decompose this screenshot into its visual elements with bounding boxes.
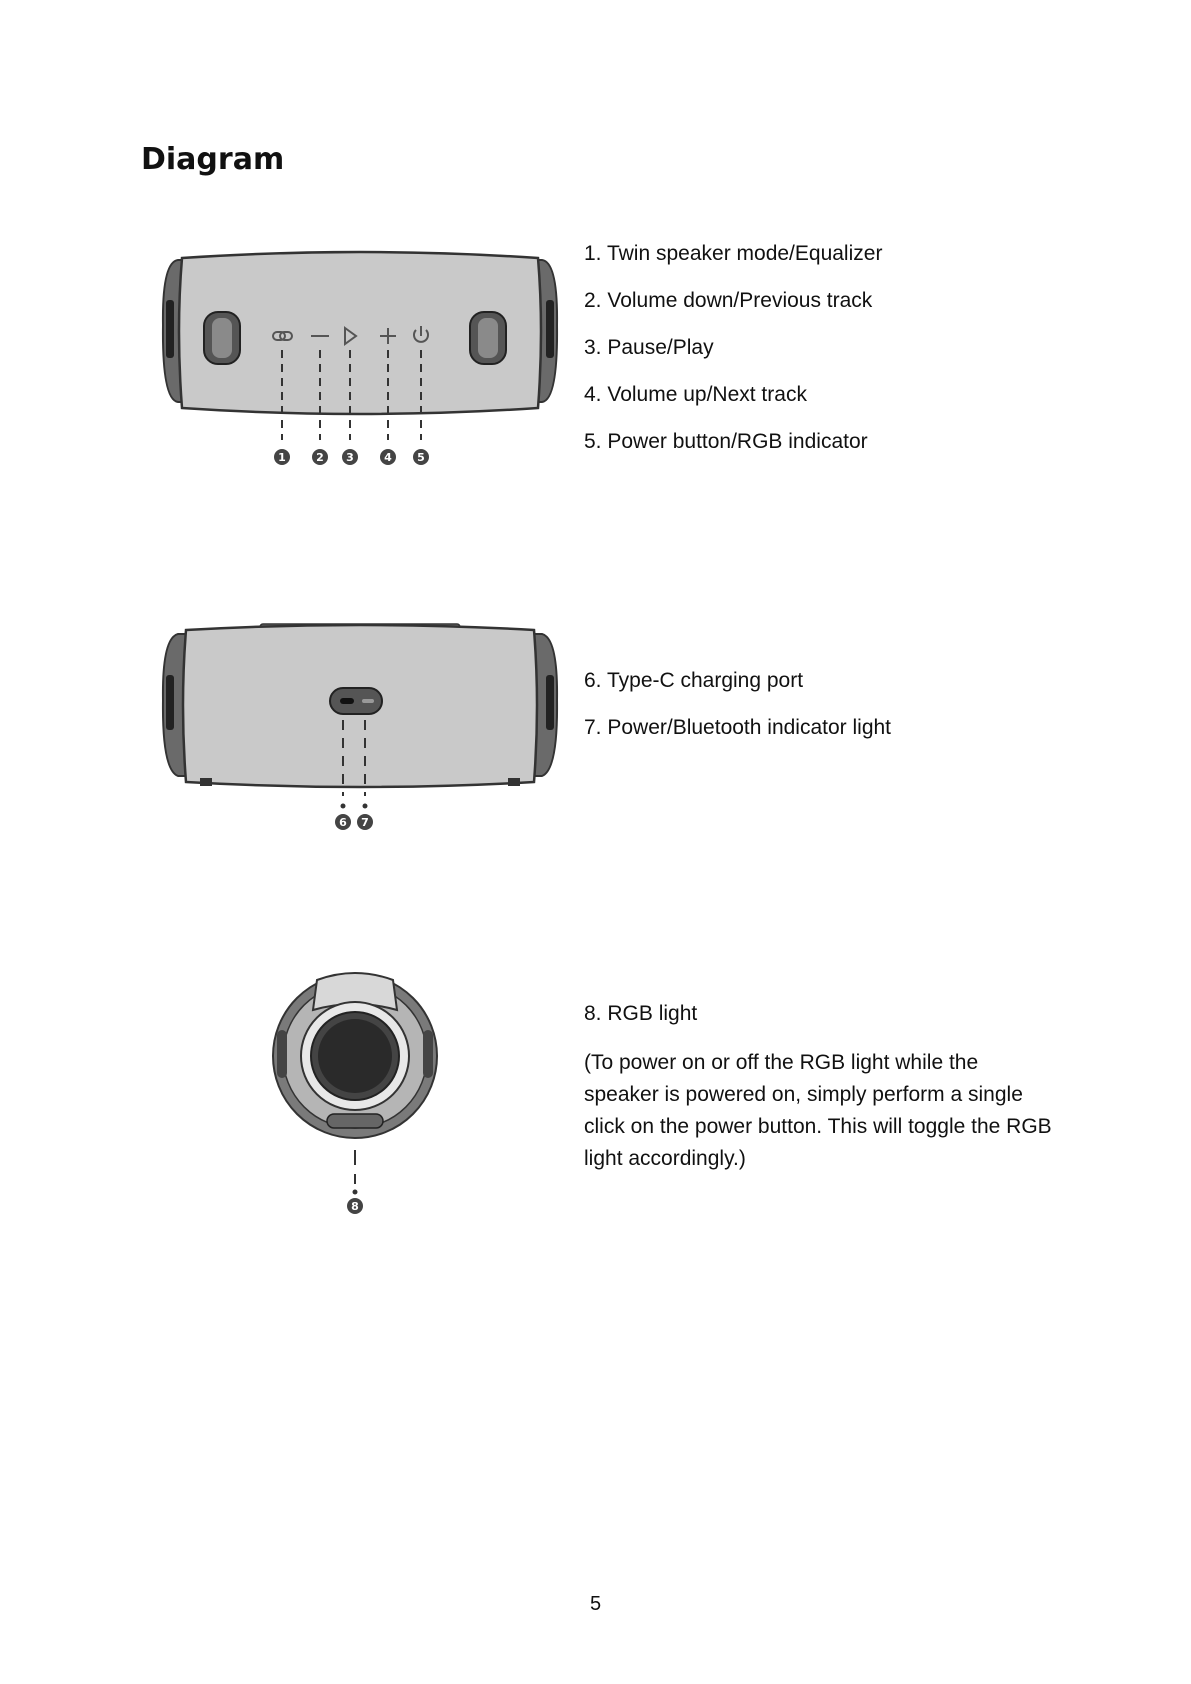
callout-4: 4 [384,451,392,464]
callout-6: 6 [339,816,347,829]
back-view-legend [584,670,891,764]
callout-2: 2 [316,451,324,464]
callout-5: 5 [417,451,425,464]
type-c-port [330,688,382,714]
rgb-note: (To power on or off the RGB light while the speaker is powered on, simply perform a single click on the power button. This will toggle the RGB light accordingly.) [584,1051,1052,1170]
legend-item: 8. RGB light [584,1002,698,1025]
page-number: 5 [589,1593,602,1615]
speaker-back-view [160,620,560,840]
callout-7: 7 [361,816,369,829]
page-title: Diagram [141,142,285,177]
legend-item: 3. Pause/Play [584,336,714,359]
legend-item: 6. Type-C charging port [584,669,804,692]
side-view-legend [584,1003,697,1050]
callout-8: 8 [351,1200,359,1213]
top-view-legend [584,243,882,478]
callout-1: 1 [278,451,286,464]
speaker-side-view [265,970,445,1220]
legend-item: 4. Volume up/Next track [584,383,807,406]
legend-item: 2. Volume down/Previous track [584,289,873,312]
legend-item: 7. Power/Bluetooth indicator light [584,716,892,739]
callout-3: 3 [346,451,354,464]
speaker-top-view [160,250,560,470]
legend-item: 1. Twin speaker mode/Equalizer [584,242,883,265]
legend-item: 5. Power button/RGB indicator [584,430,868,453]
